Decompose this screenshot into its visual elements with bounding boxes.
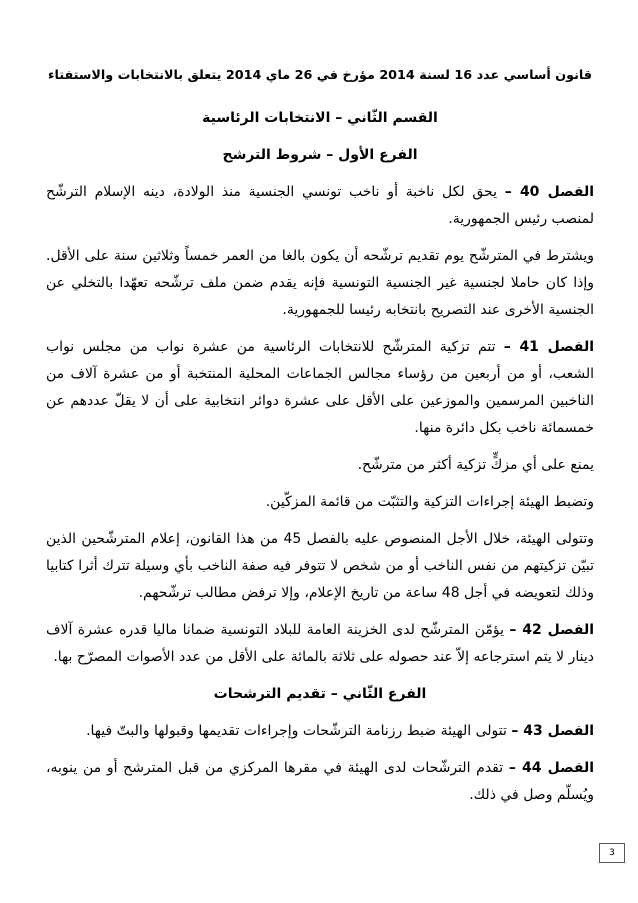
article-43-text: تتولى الهيئة ضبط رزنامة الترشّحات وإجراءات تقديمها وقبولها والبتّ فيها. xyxy=(86,723,507,739)
article-41-text-4: وتتولى الهيئة، خلال الأجل المنصوص عليه بالفصل 45 من هذا القانون، إعلام المترشّحين الذين تبيّن تزكيتهم من نفس الناخب أو من شخص لا تتوفر فيه صفة الناخب بأي وسيلة تترك أثرا كتابيا وذلك لتعويضه في أجل 48 ساعة من تاريخ الإعلام، وإلا ترفض مطالب ترشّحهم. xyxy=(46,531,594,601)
article-41-label: الفصل 41 – xyxy=(503,339,595,355)
article-40-label: الفصل 40 – xyxy=(504,184,595,200)
article-40-text: يحق لكل ناخبة أو ناخب تونسي الجنسية منذ الولادة، دينه الإسلام الترشّح لمنصب رئيس الجمهورية. xyxy=(46,184,594,227)
article-41-paragraph-3 xyxy=(46,489,594,516)
document-body xyxy=(46,62,594,819)
article-41-paragraph-2 xyxy=(46,452,594,479)
article-42-label: الفصل 42 – xyxy=(509,622,595,638)
article-44-label: الفصل 44 – xyxy=(508,760,595,776)
article-41-text-3: وتضبط الهيئة إجراءات التزكية والتثبّت من قائمة المزكّين. xyxy=(265,494,594,510)
article-42-paragraph xyxy=(46,617,594,671)
article-43-label: الفصل 43 – xyxy=(511,723,594,739)
section-heading: القسم الثّاني – الانتخابات الرئاسية xyxy=(202,110,438,126)
branch-2-heading: الفرع الثّاني – تقديم الترشحات xyxy=(213,686,427,702)
article-44-text: تقدم الترشّحات لدى الهيئة في مقرها المركزي من قبل المترشح أو من ينوبه، ويُسلّم وصل في ذلك. xyxy=(46,760,594,803)
article-40-paragraph-2 xyxy=(46,243,594,324)
document-title: قانون أساسي عدد 16 لسنة 2014 مؤرخ في 26 ماي 2014 يتعلق بالانتخابات والاستفتاء xyxy=(47,68,593,83)
page-number: 3 xyxy=(599,843,625,863)
article-41-text-2: يمنع على أي مزكٍّ تزكية أكثر من مترشّح. xyxy=(357,457,594,473)
article-41-paragraph-4 xyxy=(46,526,594,607)
article-42-text: يؤمّن المترشّح لدى الخزينة العامة للبلاد التونسية ضمانا ماليا قدره عشرة آلاف دينار لا يتم استرجاعه إلاّ عند حصوله على ثلاثة بالمائة على الأقل من عدد الأصوات المصرّح بها. xyxy=(46,622,594,665)
article-41-text: تتم تزكية المترشّح للانتخابات الرئاسية من عشرة نواب من مجلس نواب الشعب، أو من أربعين من رؤساء مجالس الجماعات المحلية المنتخبة أو من عشرة آلاف من الناخبين المرسمين والموزعين على الأقل على عشرة دوائر انتخابية على أن لا يقلّ عددهم عن خمسمائة ناخب بكل دائرة منها. xyxy=(46,339,594,436)
article-41-paragraph xyxy=(46,334,594,442)
article-44-paragraph xyxy=(46,755,594,809)
branch-1-heading: الفرع الأول – شروط الترشح xyxy=(222,147,418,163)
article-40-paragraph xyxy=(46,179,594,233)
article-43-paragraph xyxy=(46,718,594,745)
article-40-text-2: ويشترط في المترشّح يوم تقديم ترشّحه أن يكون بالغا من العمر خمساً وثلاثين سنة على الأقل. وإذا كان حاملا لجنسية غير الجنسية التونسية فإنه يقدم ضمن ملف ترشّحه تعهّدا بالتخلي عن الجنسية الأخرى عند التصريح بانتخابه رئيسا للجمهورية. xyxy=(46,248,594,318)
